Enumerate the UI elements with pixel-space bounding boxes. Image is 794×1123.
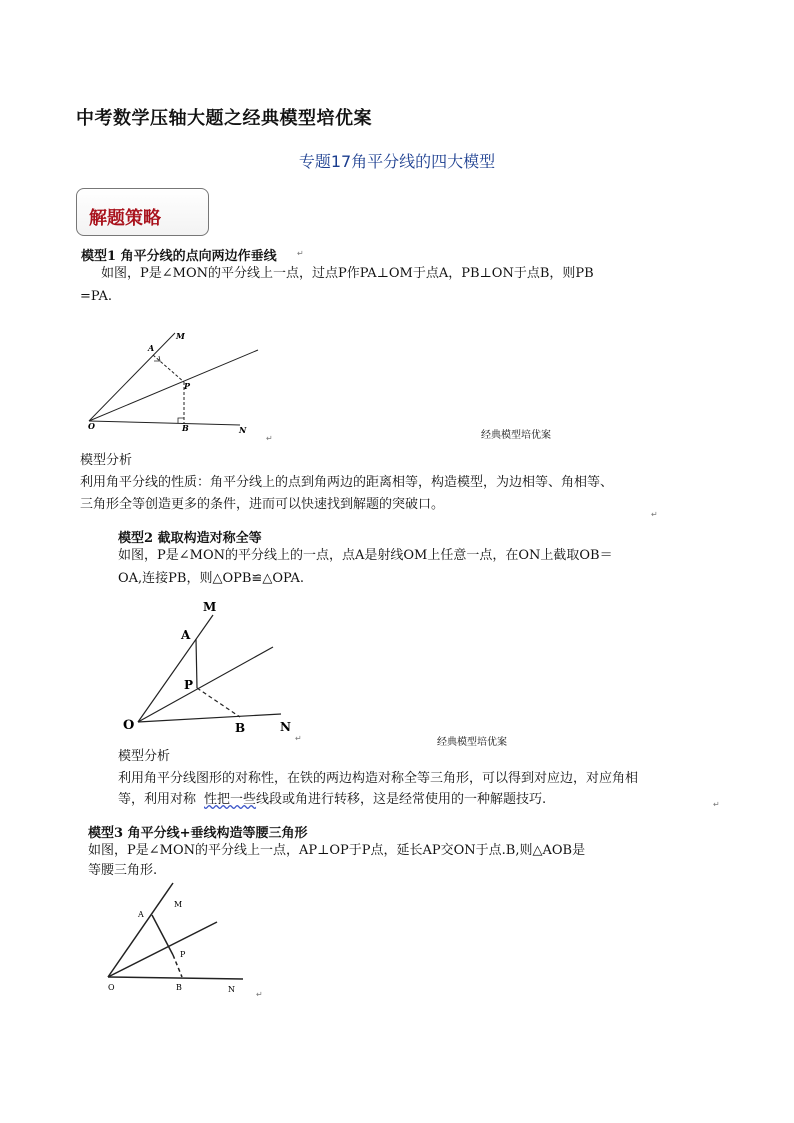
label-b: B	[182, 423, 189, 433]
segment-pb	[197, 688, 240, 717]
model2-watermark: 经典模型培优案	[437, 737, 507, 748]
paragraph-mark: ↵	[651, 510, 658, 519]
label-a: A	[148, 343, 155, 353]
label-p: P	[184, 678, 194, 692]
ray-om	[108, 883, 173, 977]
label-o: O	[88, 421, 95, 431]
label-p: P	[180, 950, 186, 959]
label-b: B	[176, 983, 182, 992]
paragraph-mark: ↵	[713, 800, 720, 809]
paragraph-mark: ↵	[256, 990, 263, 999]
label-n: N	[239, 425, 247, 435]
model3-heading: 模型3 角平分线+垂线构造等腰三角形	[88, 826, 308, 841]
strategy-label: 解题策略	[89, 208, 161, 229]
model2-analysis-line2	[118, 789, 546, 811]
ray-on	[108, 977, 243, 979]
bisector-op	[108, 922, 217, 977]
bisector-op	[89, 350, 258, 421]
model1-analysis-line2: 三角形全等创造更多的条件，进而可以快速找到解题的突破口。	[80, 497, 445, 512]
model1-heading: 模型1 角平分线的点向两边作垂线	[81, 249, 277, 264]
model3-figure	[100, 880, 270, 1000]
model2-heading: 模型2 截取构造对称全等	[118, 531, 262, 546]
label-a: A	[181, 628, 191, 642]
paragraph-mark: ↵	[295, 734, 302, 743]
paragraph-mark: ↵	[266, 434, 273, 443]
ray-on	[138, 714, 281, 722]
segment-ap	[196, 639, 197, 688]
topic-title: 专题17角平分线的四大模型	[298, 152, 496, 171]
label-m: M	[203, 600, 217, 614]
label-n: N	[280, 720, 291, 734]
ray-om	[138, 615, 213, 722]
paragraph-mark: ↵	[297, 249, 304, 258]
label-o: O	[123, 718, 135, 733]
bisector-op	[138, 647, 273, 722]
label-m: M	[176, 331, 185, 341]
model1-analysis-title: 模型分析	[80, 453, 133, 468]
spell-check-underlined-text: 性把一些	[204, 792, 257, 807]
analysis-text: 等，利用对称	[118, 792, 197, 807]
ray-on	[89, 421, 240, 425]
model3-text-line1: 如图，P是∠MON的平分线上一点，AP⊥OP于P点，延长AP交ON于点.B,则△AOB是	[88, 843, 586, 858]
model1-analysis-line1: 利用角平分线的性质：角平分线上的点到角两边的距离相等，构造模型，为边相等、角相等、	[80, 475, 614, 490]
model3-text-line2: 等腰三角形.	[88, 863, 158, 878]
ray-om	[89, 333, 175, 421]
model1-watermark: 经典模型培优案	[481, 430, 551, 441]
perpendicular-pa	[153, 355, 184, 382]
model2-figure	[115, 595, 315, 740]
model2-text-line1: 如图，P是∠MON的平分线上的一点，点A是射线OM上任意一点，在ON上截取OB＝	[118, 548, 613, 563]
label-m: M	[174, 900, 183, 909]
model2-text-line2: OA,连接PB，则△OPB≌△OPA.	[118, 571, 305, 586]
model2-analysis-title: 模型分析	[118, 749, 171, 764]
model2-analysis-line1: 利用角平分线图形的对称性，在铁的两边构造对称全等三角形，可以得到对应边，对应角相	[118, 771, 639, 786]
analysis-text: 线段或角进行转移，这是经常使用的一种解题技巧.	[256, 792, 547, 807]
model1-text-line2: =PA.	[80, 289, 112, 304]
model1-text-line1: 如图，P是∠MON的平分线上一点，过点P作PA⊥OM于点A，PB⊥ON于点B，则PB	[101, 266, 594, 281]
label-o: O	[108, 983, 115, 992]
label-a: A	[138, 910, 144, 919]
label-n: N	[228, 985, 235, 994]
model1-figure	[80, 325, 280, 440]
series-title: 中考数学压轴大题之经典模型培优案	[76, 108, 372, 129]
label-p: P	[184, 381, 191, 391]
label-b: B	[235, 721, 246, 735]
